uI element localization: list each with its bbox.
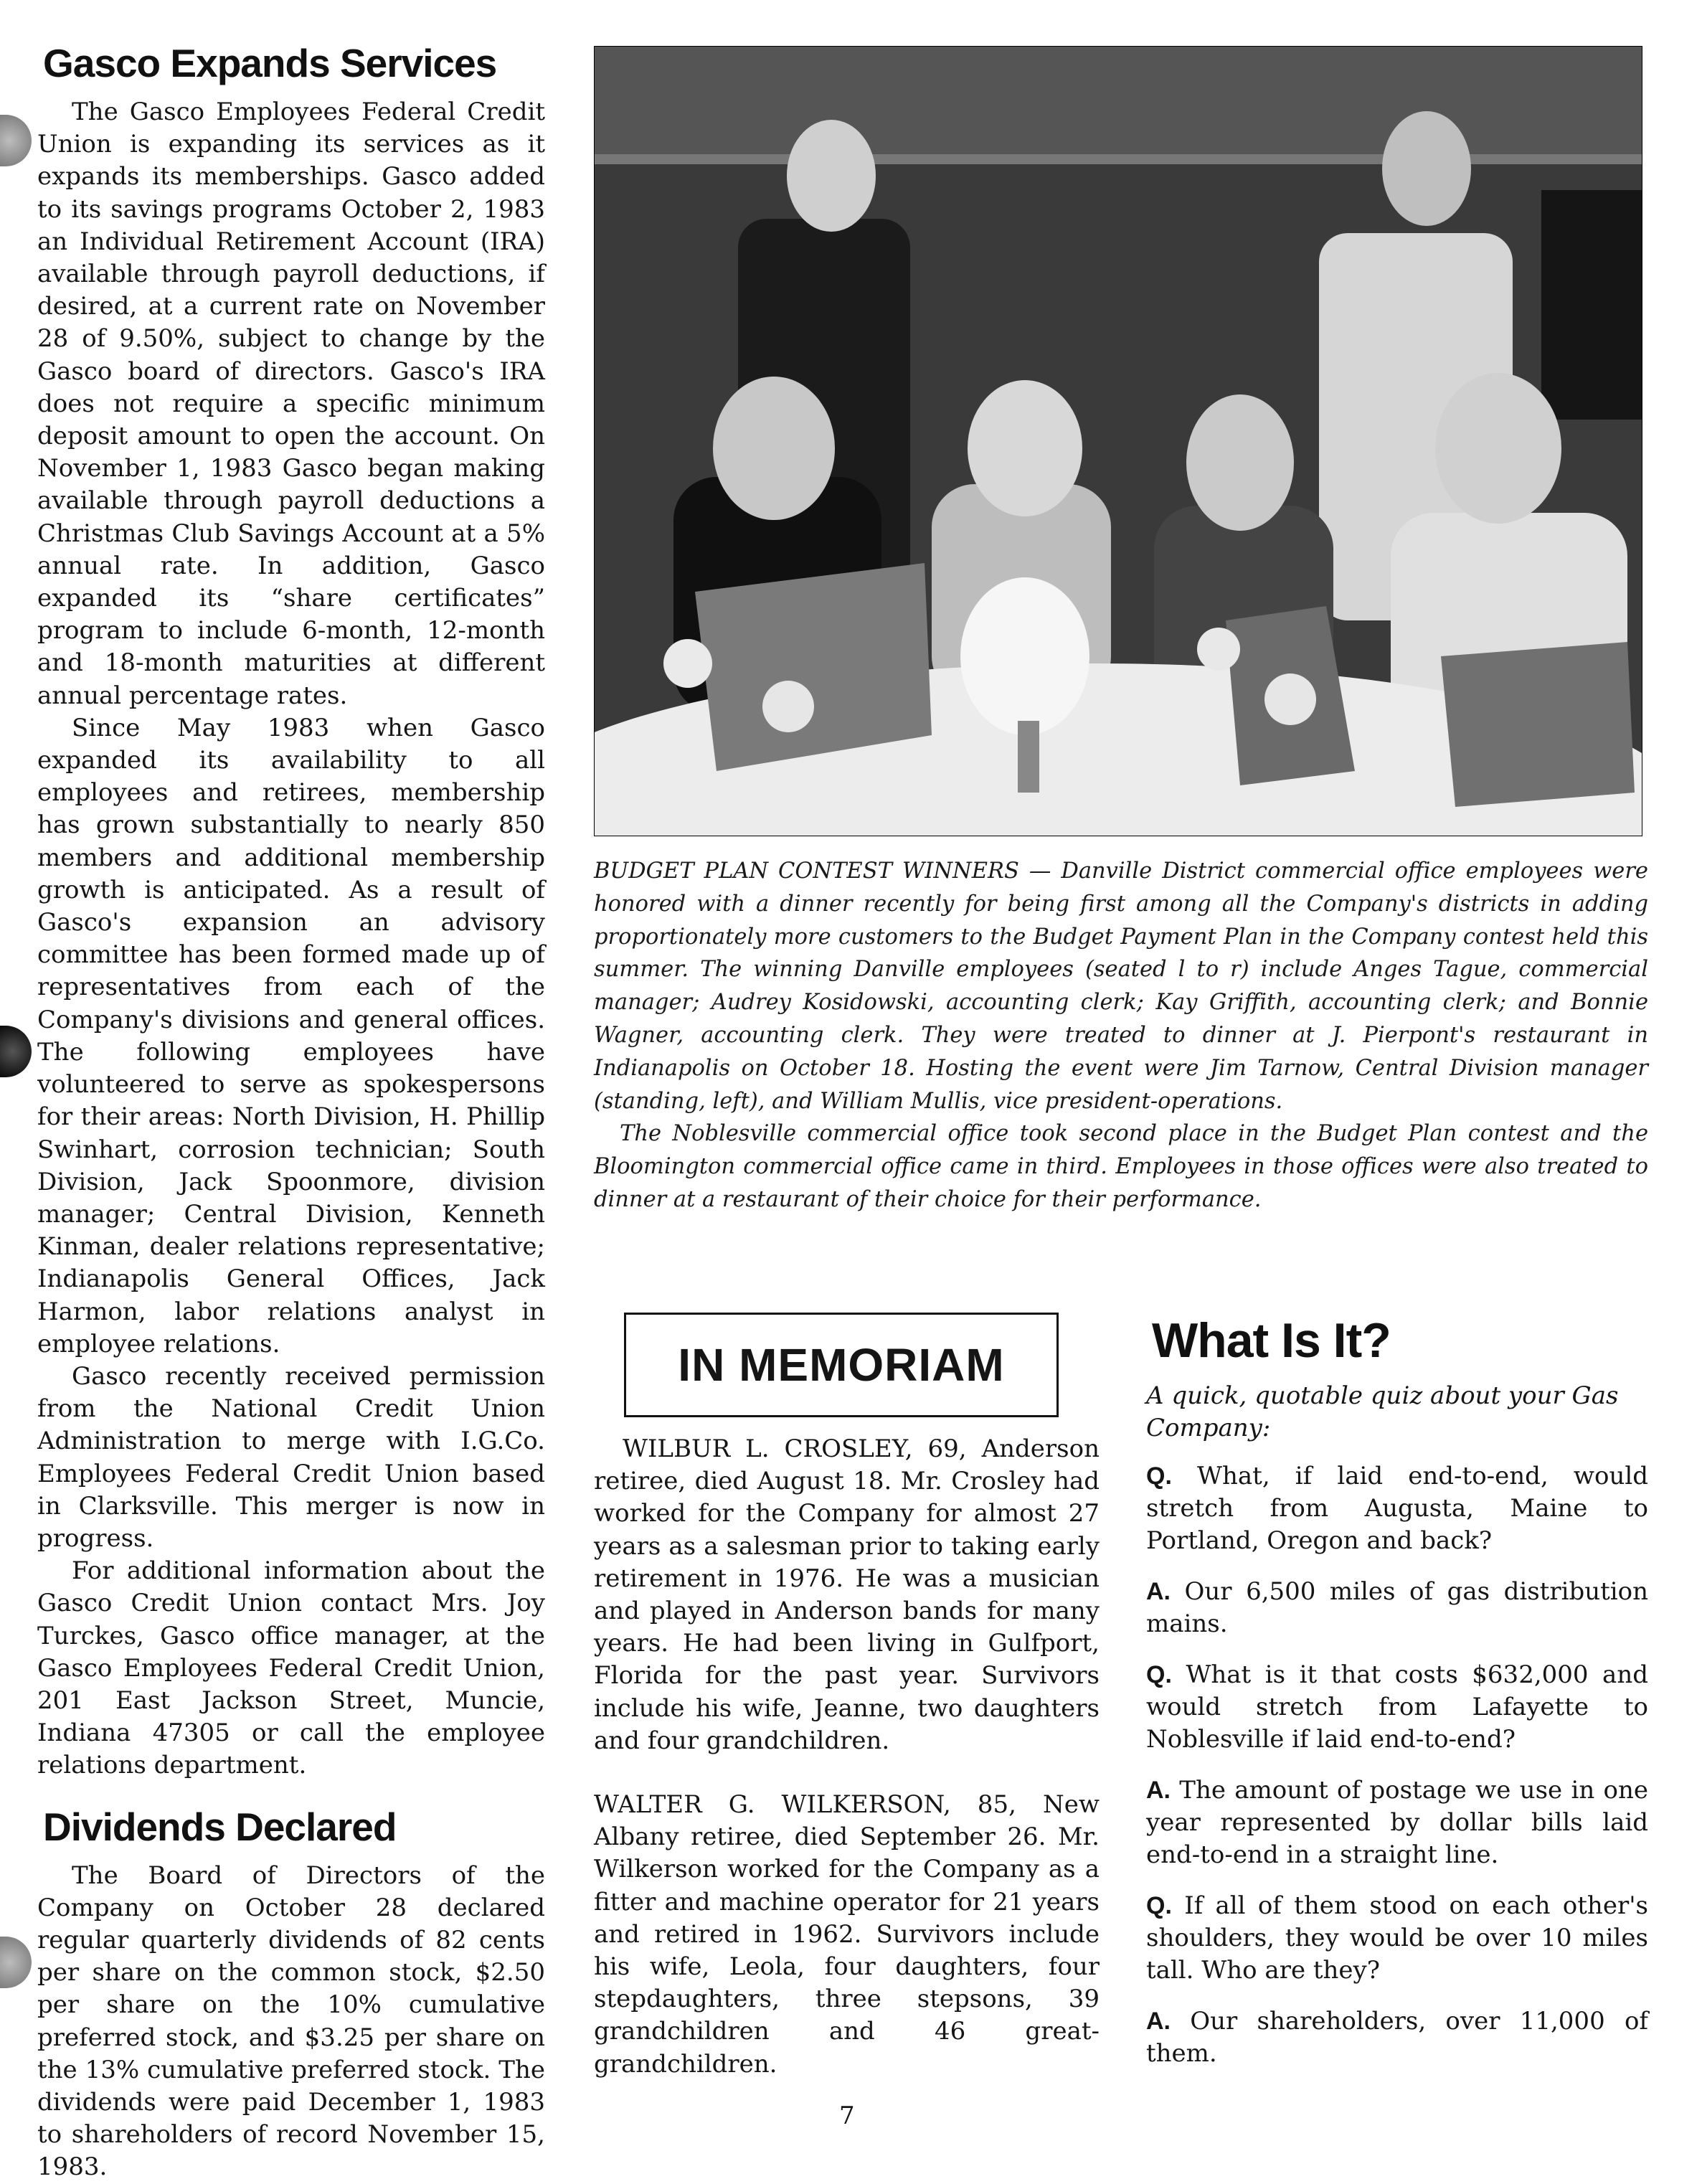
quiz-text: What is it that costs $632,000 and would stretch from Lafayette to Noblesville if laid end-to-end?	[1146, 1660, 1648, 1754]
quiz-label: A.	[1146, 1578, 1171, 1605]
quiz-label: Q.	[1146, 1892, 1172, 1919]
quiz-question	[1146, 1460, 1648, 1557]
gasco-paragraph-1: The Gasco Employees Federal Credit Union is expanding its services as it expands its memberships. Gasco added to its savings programs October 2, 1983 an Individual Retirement Account (IRA) available through payroll deductions, if desired, at a current rate on November 28 of 9.50%, subject to change by the Gasco board of directors. Gasco's IRA does not require a specific minimum deposit amount to open the account. On November 1, 1983 Gasco began making available through payroll deductions a Christmas Club Savings Account at a 5% annual rate. In addition, Gasco expanded its “share certificates” program to include 6-month, 12-month and 18-month maturities at different annual percentage rates.	[37, 98, 545, 710]
page-number: 7	[839, 2102, 855, 2130]
quiz-label: A.	[1146, 2008, 1171, 2035]
quiz-answer	[1146, 2005, 1648, 2070]
dividends-heading: Dividends Declared	[43, 1804, 397, 1849]
quiz-intro: A quick, quotable quiz about your Gas Company:	[1146, 1381, 1619, 1442]
quiz-answer	[1146, 1774, 1648, 1871]
memoriam-heading: IN MEMORIAM	[624, 1313, 1059, 1417]
quiz-section	[1146, 1313, 1648, 2089]
punch-hole	[0, 115, 32, 166]
quiz-label: Q.	[1146, 1462, 1172, 1490]
gasco-paragraph-4: For additional information about the Gasco Credit Union contact Mrs. Joy Turckes, Gasco office manager, at the Gasco Employees Federal Credit Union, 201 East Jackson Street, Muncie, Indiana 47305 or call the employee relations department.	[37, 1556, 545, 1780]
gasco-paragraph-2: Since May 1983 when Gasco expanded its availability to all employees and retirees, membership has grown substantially to nearly 850 members and additional membership growth is anticipated. As a result of Gasco's expansion an advisory committee has been formed made up of representatives from each of the Company's divisions and general offices. The following employees have volunteered to serve as spokespersons for their areas: North Division, H. Phillip Swinhart, corrosion technician; South Division, Jack Spoonmore, division manager; Central Division, Kenneth Kinman, dealer relations representative; Indianapolis General Offices, Jack Harmon, labor relations analyst in employee relations.	[37, 713, 545, 1358]
quiz-text: Our shareholders, over 11,000 of them.	[1146, 2007, 1649, 2068]
group-photo-image	[595, 47, 1642, 836]
gasco-paragraph-3: Gasco recently received permission from the National Credit Union Administration to merge with I.G.Co. Employees Federal Credit Union based in Clarksville. This merger is now in progress.	[37, 1361, 545, 1553]
dividends-paragraph: The Board of Directors of the Company on October 28 declared regular quarterly dividends of 82 cents per share on the common stock, $2.50 per share on the 10% cumulative preferred stock, and $3.25 per share on the 13% cumulative preferred stock. The dividends were paid December 1, 1983 to shareholders of record November 15, 1983.	[37, 1861, 545, 2182]
quiz-question	[1146, 1890, 1648, 1987]
memoriam-section	[594, 1313, 1100, 2081]
quiz-text: If all of them stood on each other's shoulders, they would be over 10 miles tall. Who are they?	[1146, 1891, 1648, 1985]
memoriam-entry: WILBUR L. CROSLEY, 69, Anderson retiree, died August 18. Mr. Crosley had worked for the Company for almost 27 years as a salesman prior to taking early retirement in 1976. He was a musician and played in Anderson bands for many years. He had been living in Gulfport, Florida for the past year. Survivors include his wife, Jeanne, two daughters and four grandchildren.	[594, 1434, 1100, 1755]
left-column	[37, 40, 545, 2184]
photo-caption	[594, 855, 1648, 1216]
quiz-text: The amount of postage we use in one year represented by dollar bills laid end-to-end in a straight line.	[1146, 1776, 1648, 1869]
group-photo	[594, 46, 1642, 836]
gasco-heading: Gasco Expands Services	[43, 41, 497, 85]
quiz-heading: What Is It?	[1152, 1313, 1391, 1368]
quiz-label: A.	[1146, 1777, 1171, 1804]
quiz-answer	[1146, 1576, 1648, 1640]
photo-block	[594, 46, 1648, 1216]
punch-hole	[0, 1026, 32, 1077]
memoriam-entry: WALTER G. WILKERSON, 85, New Albany retiree, died September 26. Mr. Wilkerson worked for the Company as a fitter and machine operator for 21 years and retired in 1962. Survivors include his wife, Leola, four daughters, four stepdaughters, three stepsons, 39 grandchildren and 46 great-grandchildren.	[594, 1790, 1100, 2079]
quiz-text: Our 6,500 miles of gas distribution mains.	[1146, 1577, 1649, 1638]
caption-paragraph-2: The Noblesville commercial office took second place in the Budget Plan contest and the Bloomington commercial office came in third. Employees in those offices were also treated to dinner at a restaurant of their choice for their performance.	[594, 1121, 1648, 1212]
caption-paragraph-1: BUDGET PLAN CONTEST WINNERS — Danville District commercial office employees were honored with a dinner recently for being first among all the Company's districts in adding proportionately more customers to the Budget Payment Plan in the Company contest held this summer. The winning Danville employees (seated l to r) include Anges Tague, commercial manager; Audrey Kosidowski, accounting clerk; Kay Griffith, accounting clerk; and Bonnie Wagner, accounting clerk. They were treated to dinner at J. Pierpont's restaurant in Indianapolis on October 18. Hosting the event were Jim Tarnow, Central Division manager (standing, left), and William Mullis, vice president-operations.	[594, 859, 1648, 1114]
punch-hole	[0, 1937, 32, 1988]
quiz-text: What, if laid end-to-end, would stretch from Augusta, Maine to Portland, Oregon and back?	[1146, 1462, 1648, 1555]
quiz-label: Q.	[1146, 1661, 1172, 1688]
quiz-question	[1146, 1659, 1648, 1756]
